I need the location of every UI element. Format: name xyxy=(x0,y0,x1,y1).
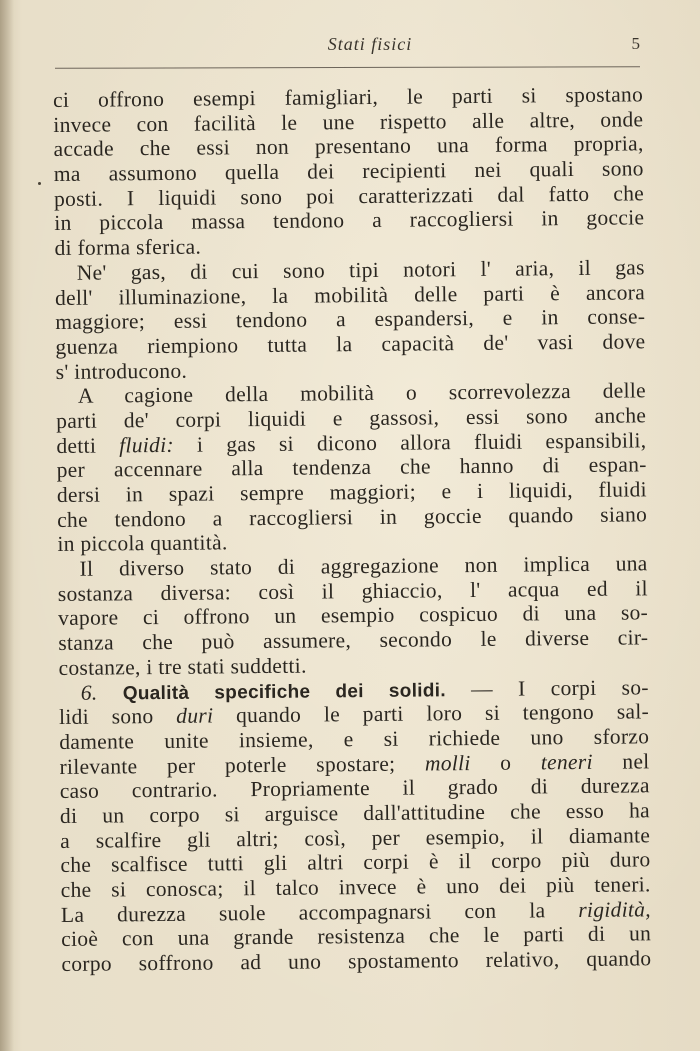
text-line: parti de' corpi liquidi e gassosi, essi sono anche xyxy=(56,403,647,433)
line-segment: i gas si dicono allora fluidi espansibili, xyxy=(173,427,647,457)
text-line: costanze, i tre stati suddetti. xyxy=(58,653,307,680)
text-line: dell' illuminazione, la mobilità delle parti è ancora xyxy=(54,279,646,310)
text-line: posti. I liquidi sono poi caratterizzati dal fatto che xyxy=(53,181,645,211)
text-line: A cagione della mobilità o scorrevolezza delle xyxy=(77,378,647,409)
text-line: in piccola massa tendono a raccogliersi in goccie xyxy=(54,205,645,236)
text-line: Ne' gas, di cui sono tipi notori l' aria, il gas xyxy=(76,255,645,285)
running-head xyxy=(55,34,645,60)
italic-term: fluidi: xyxy=(119,432,174,458)
text-line: a scalfire gli altri; così, per esempio, il diamante xyxy=(60,822,651,853)
text-line: che tendono a raccogliersi in goccie quando siano xyxy=(57,502,648,532)
line-segment: detti xyxy=(56,433,120,458)
text-line: ci offrono esempi famigliari, le parti si spostano xyxy=(53,82,644,112)
text-line: ma assumono quella dei recipienti nei quali sono xyxy=(53,156,644,187)
header-rule xyxy=(55,66,640,69)
italic-term: molli xyxy=(424,750,471,776)
text-line: stanza che può assumere, secondo le diverse cir- xyxy=(58,625,649,656)
text-line: vapore ci offrono un esempio cospicuo di una so- xyxy=(57,600,649,631)
text-line: maggiore; essi tendono a espandersi, e in conse- xyxy=(55,304,646,335)
text-line: s' introducono. xyxy=(55,358,188,384)
text-line: corpo soffrono ad uno spostamento relativo, quando xyxy=(61,946,652,977)
italic-term: rigidità, xyxy=(578,896,652,922)
text-line: Il diverso stato di aggregazione non implica una xyxy=(79,551,648,581)
line-segment: o xyxy=(470,749,541,775)
line-segment: nel xyxy=(592,748,650,774)
line-segment: lidi sono xyxy=(58,704,177,730)
text-line: di forma sferica. xyxy=(54,234,202,261)
running-title: Stati fisici xyxy=(327,34,413,54)
line-segment: La durezza suole accompagnarsi con la xyxy=(60,897,579,927)
page-number: 5 xyxy=(631,34,640,53)
body-text xyxy=(53,82,652,976)
text-line: cioè con una grande resistenza che le parti di un xyxy=(61,921,652,952)
line-segment: rilevante per poterle spostare; xyxy=(59,751,426,779)
text-line: dersi in spazi sempre maggiori; e i liquidi, fluidi xyxy=(56,477,647,507)
margin-mark xyxy=(38,182,41,185)
text-line: caso contrario. Propriamente il grado di durezza xyxy=(59,773,650,804)
text-line: damente unite insieme, e si richiede uno sforzo xyxy=(59,724,650,754)
text-line: in piccola quantità. xyxy=(57,530,228,557)
text-line: invece con facilità le une rispetto alle altre, onde xyxy=(53,107,644,137)
text-line: guenza riempiono tutta la capacità de' vasi dove xyxy=(55,329,646,359)
text-line: che si conosca; il talco invece è uno dei più teneri. xyxy=(60,872,651,902)
italic-term: duri xyxy=(176,703,214,729)
italic-term: teneri xyxy=(540,749,593,774)
text-line: accade che essi non presentano una forma propria, xyxy=(53,131,644,162)
line-segment: — I corpi so- xyxy=(445,674,649,701)
line-segment: quando le parti loro si tengono sal- xyxy=(213,699,650,728)
section-title: Qualità specifiche dei solidi. xyxy=(122,679,446,704)
binding-shadow xyxy=(0,0,14,1051)
text-line: che scalfisce tutti gli altri corpi è il corpo più duro xyxy=(60,847,651,878)
text-line: per accennare alla tendenza che hanno di espan- xyxy=(56,452,647,483)
section-number: 6. xyxy=(80,680,98,705)
text-line: sostanza diversa: così il ghiaccio, l' acqua ed il xyxy=(57,576,648,606)
text-line: di un corpo si arguisce dall'attitudine che esso ha xyxy=(59,798,651,828)
